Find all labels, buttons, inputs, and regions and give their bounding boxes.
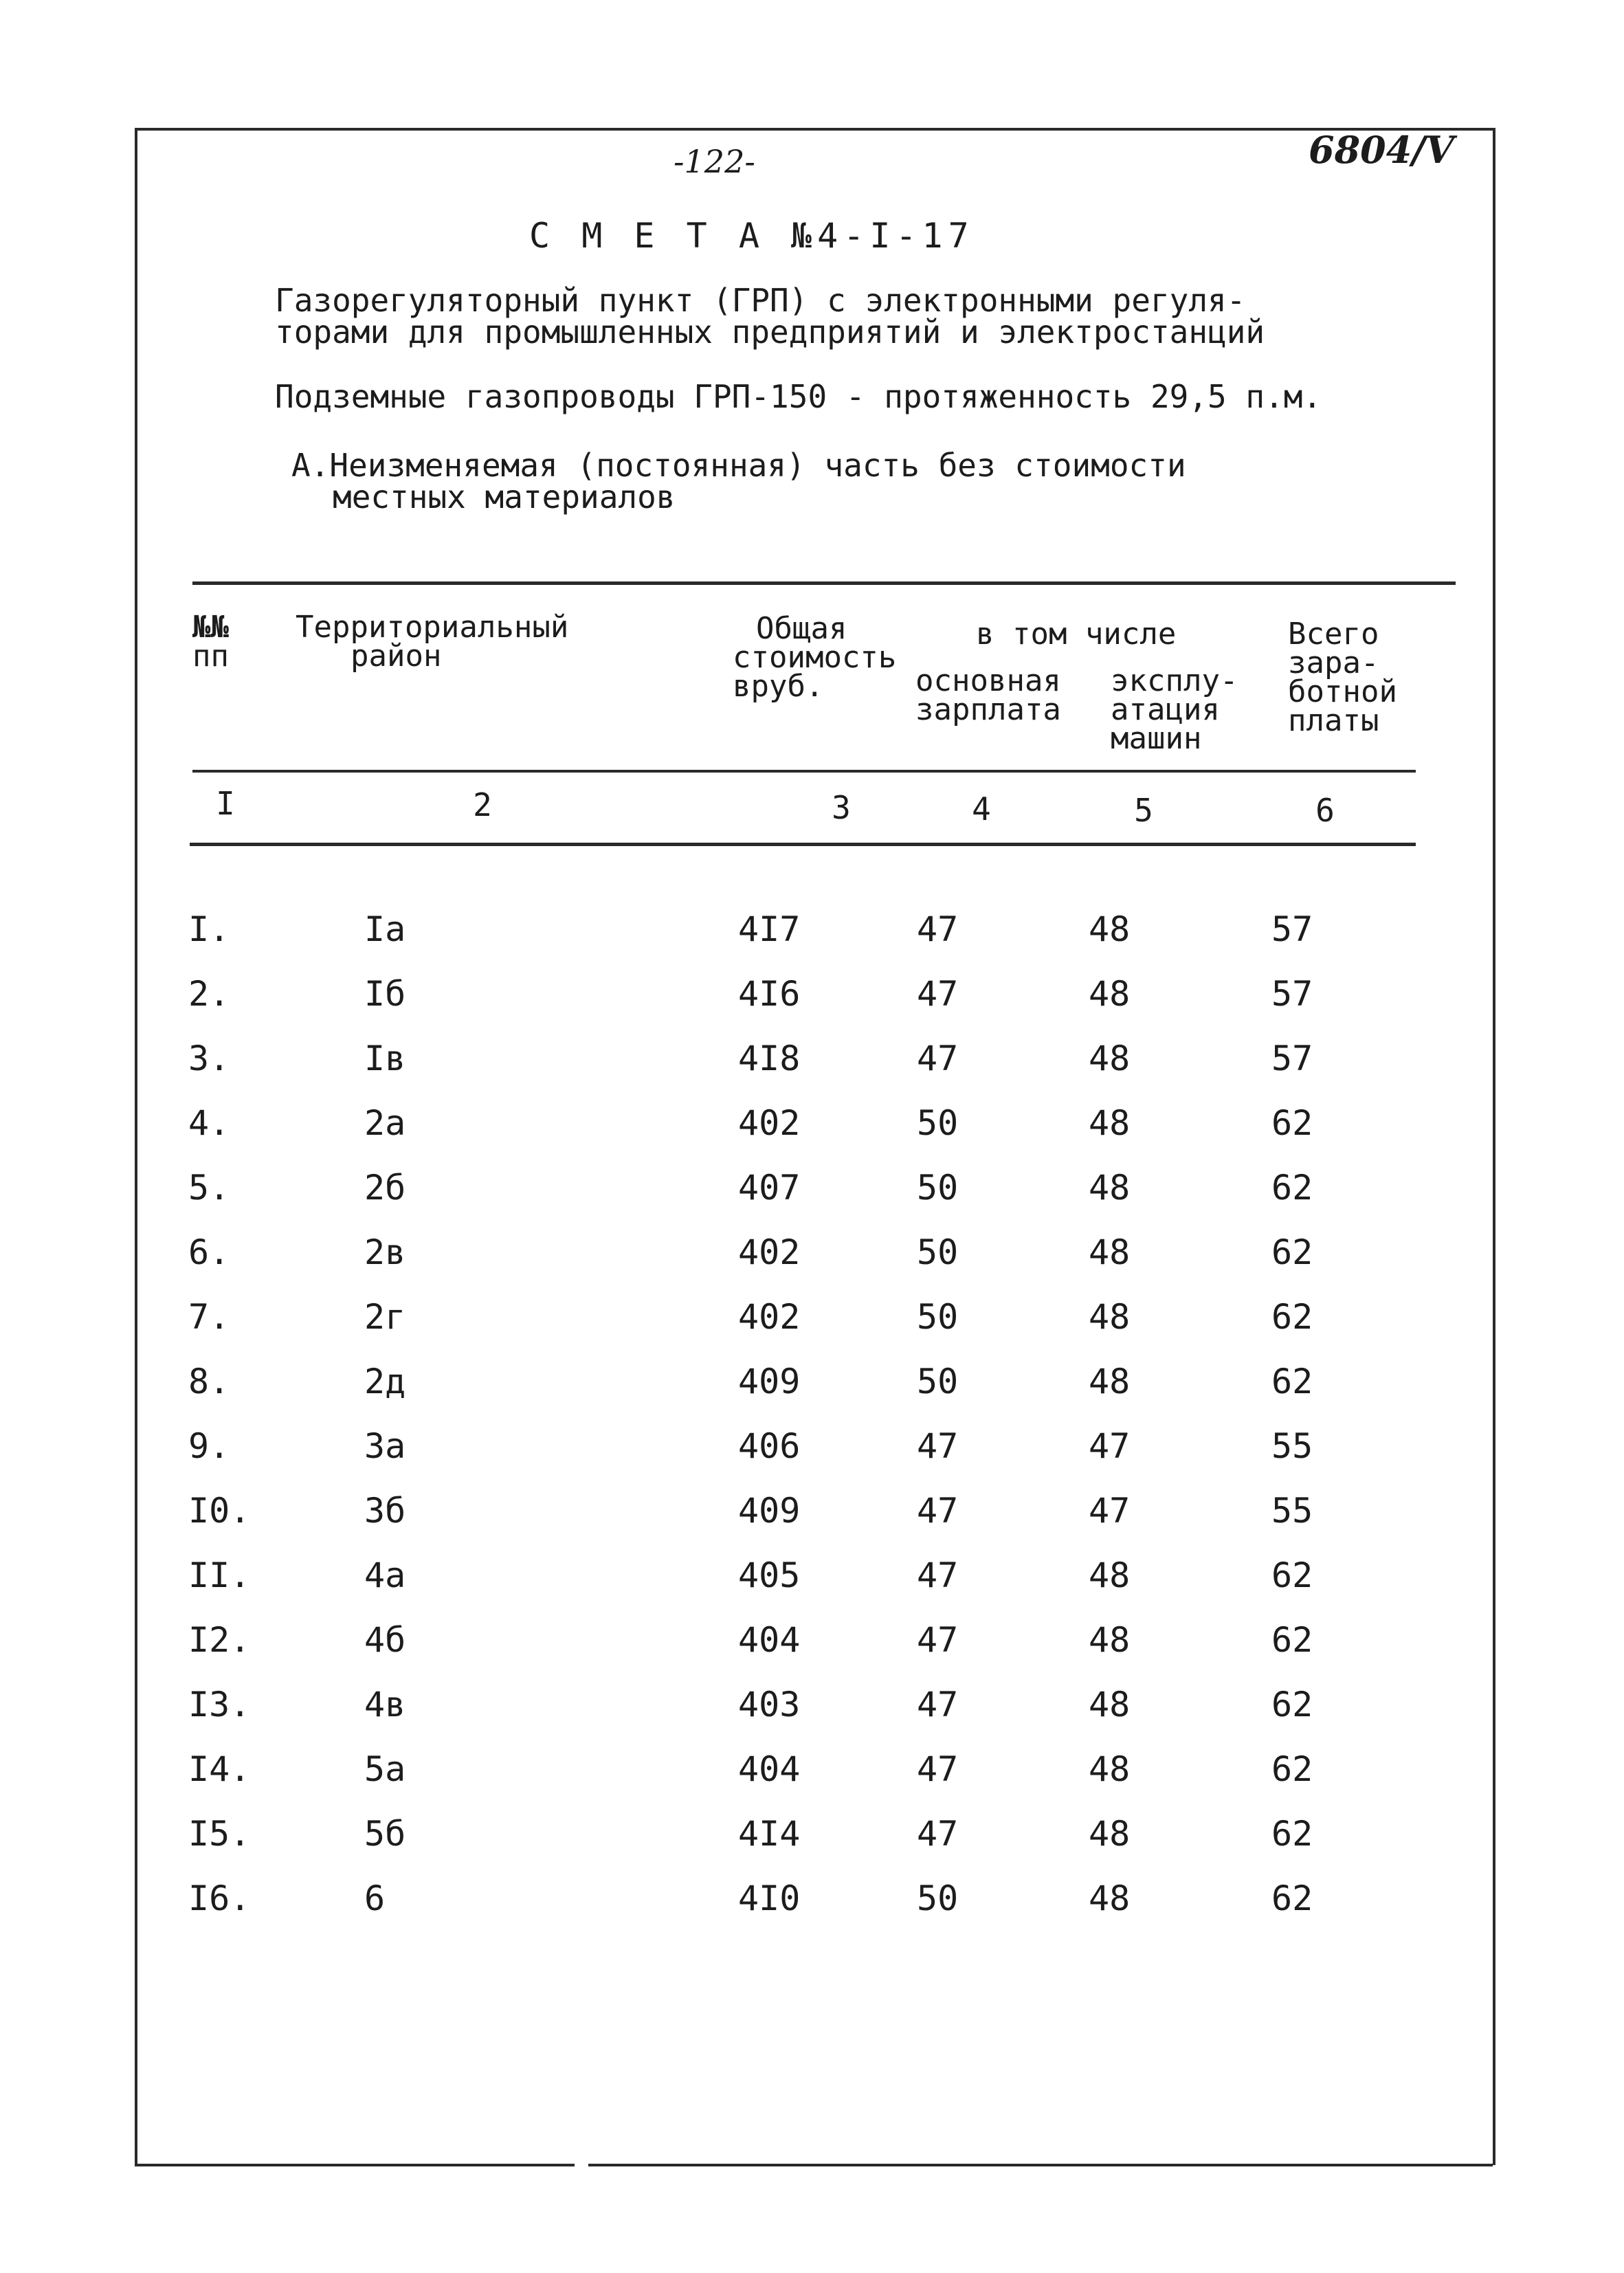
column-number: 4 xyxy=(972,790,991,828)
row-machine-operation: 48 xyxy=(1089,1620,1131,1660)
table-row xyxy=(0,1167,1624,1232)
header-machines-line: машин xyxy=(1111,721,1202,756)
table-row xyxy=(0,1038,1624,1102)
row-region: 5б xyxy=(364,1814,406,1854)
frame-bottom-line xyxy=(588,2164,1493,2166)
document-code: 6804/V xyxy=(1309,128,1454,172)
table-row xyxy=(0,1490,1624,1555)
row-machine-operation: 48 xyxy=(1089,1814,1131,1854)
row-machine-operation: 48 xyxy=(1089,1103,1131,1143)
row-total-cost: 4I8 xyxy=(738,1039,801,1078)
row-number: 6. xyxy=(188,1232,230,1272)
row-number: 7. xyxy=(188,1297,230,1337)
table-row xyxy=(0,1749,1624,1813)
row-region: Iа xyxy=(364,909,406,949)
header-region-line: Территориальный xyxy=(296,610,569,645)
table-top-rule xyxy=(192,581,1456,585)
frame-bottom-line xyxy=(135,2164,575,2166)
header-total xyxy=(733,611,897,704)
row-total-wages: 62 xyxy=(1271,1232,1313,1272)
row-total-wages: 55 xyxy=(1271,1426,1313,1466)
row-base-wage: 50 xyxy=(917,1878,959,1918)
row-base-wage: 47 xyxy=(917,974,959,1014)
row-total-wages: 62 xyxy=(1271,1103,1313,1143)
table-row xyxy=(0,1684,1624,1749)
row-total-wages: 62 xyxy=(1271,1555,1313,1595)
row-region: 6 xyxy=(364,1878,386,1918)
row-region: 5а xyxy=(364,1749,406,1789)
row-region: Iб xyxy=(364,974,406,1014)
subtitle xyxy=(275,282,1265,351)
row-base-wage: 47 xyxy=(917,1555,959,1595)
row-region: 4б xyxy=(364,1620,406,1660)
row-region: 3б xyxy=(364,1491,406,1531)
row-total-wages: 62 xyxy=(1271,1685,1313,1725)
row-base-wage: 47 xyxy=(917,1039,959,1078)
column-number: 3 xyxy=(832,789,851,826)
row-base-wage: 47 xyxy=(917,1620,959,1660)
row-total-cost: 409 xyxy=(738,1362,801,1401)
row-number: II. xyxy=(188,1555,251,1595)
header-all-wages xyxy=(1288,617,1397,738)
row-machine-operation: 48 xyxy=(1089,1297,1131,1337)
row-base-wage: 47 xyxy=(917,909,959,949)
row-total-cost: 405 xyxy=(738,1555,801,1595)
row-machine-operation: 48 xyxy=(1089,909,1131,949)
section-heading xyxy=(291,447,1186,515)
subtitle-line: торами для промышленных предприятий и электростанций xyxy=(275,313,1265,351)
row-total-wages: 57 xyxy=(1271,1039,1313,1078)
row-machine-operation: 48 xyxy=(1089,1555,1131,1595)
row-total-wages: 57 xyxy=(1271,909,1313,949)
header-region-line: район xyxy=(351,639,442,674)
row-machine-operation: 48 xyxy=(1089,1878,1131,1918)
header-wage xyxy=(915,663,1061,727)
row-number: 8. xyxy=(188,1362,230,1401)
row-base-wage: 47 xyxy=(917,1491,959,1531)
row-region: 2б xyxy=(364,1168,406,1208)
column-number-rule xyxy=(190,843,1416,846)
header-including: в том числе xyxy=(976,617,1177,652)
row-region: 4в xyxy=(364,1685,406,1725)
row-total-wages: 62 xyxy=(1271,1814,1313,1854)
row-number: 2. xyxy=(188,974,230,1014)
row-total-wages: 57 xyxy=(1271,974,1313,1014)
row-base-wage: 50 xyxy=(917,1168,959,1208)
header-all-wages-line: Всего xyxy=(1288,617,1379,652)
subtitle-line: Газорегуляторный пункт (ГРП) с электронными регуля- xyxy=(275,282,1246,319)
header-region xyxy=(296,610,569,674)
row-machine-operation: 48 xyxy=(1089,1749,1131,1789)
table-row xyxy=(0,909,1624,973)
section-line: местных материалов xyxy=(333,478,676,515)
header-total-line: Общая xyxy=(756,611,847,646)
column-number: 2 xyxy=(473,786,492,823)
row-total-cost: 407 xyxy=(738,1168,801,1208)
row-base-wage: 50 xyxy=(917,1297,959,1337)
row-number: I2. xyxy=(188,1620,251,1660)
row-machine-operation: 47 xyxy=(1089,1426,1131,1466)
row-total-cost: 402 xyxy=(738,1103,801,1143)
row-region: 2а xyxy=(364,1103,406,1143)
row-machine-operation: 48 xyxy=(1089,1039,1131,1078)
row-base-wage: 47 xyxy=(917,1426,959,1466)
row-base-wage: 47 xyxy=(917,1814,959,1854)
row-region: 2г xyxy=(364,1297,406,1337)
header-num xyxy=(192,610,229,674)
row-base-wage: 50 xyxy=(917,1232,959,1272)
header-wage-line: зарплата xyxy=(915,692,1061,727)
header-total-line: вруб. xyxy=(733,669,824,704)
row-total-cost: 402 xyxy=(738,1297,801,1337)
header-num-line: пп xyxy=(192,639,229,674)
table-row xyxy=(0,973,1624,1038)
row-machine-operation: 48 xyxy=(1089,1362,1131,1401)
row-number: I0. xyxy=(188,1491,251,1531)
header-all-wages-line: ботной xyxy=(1288,674,1397,709)
column-number: 5 xyxy=(1134,792,1153,829)
row-number: 3. xyxy=(188,1039,230,1078)
row-total-wages: 62 xyxy=(1271,1168,1313,1208)
header-machines xyxy=(1111,663,1238,756)
header-num-line: №№ xyxy=(192,610,229,645)
row-number: I6. xyxy=(188,1878,251,1918)
row-number: I3. xyxy=(188,1685,251,1725)
row-base-wage: 47 xyxy=(917,1685,959,1725)
row-total-cost: 404 xyxy=(738,1620,801,1660)
row-total-wages: 62 xyxy=(1271,1297,1313,1337)
row-number: 4. xyxy=(188,1103,230,1143)
header-all-wages-line: зара- xyxy=(1288,645,1379,680)
row-total-wages: 62 xyxy=(1271,1620,1313,1660)
row-total-cost: 4I7 xyxy=(738,909,801,949)
row-machine-operation: 48 xyxy=(1089,1168,1131,1208)
table-row xyxy=(0,1878,1624,1942)
table-row xyxy=(0,1296,1624,1361)
row-total-cost: 4I6 xyxy=(738,974,801,1014)
row-total-wages: 62 xyxy=(1271,1362,1313,1401)
row-total-cost: 409 xyxy=(738,1491,801,1531)
row-total-cost: 403 xyxy=(738,1685,801,1725)
row-total-cost: 402 xyxy=(738,1232,801,1272)
row-total-wages: 62 xyxy=(1271,1749,1313,1789)
row-total-wages: 55 xyxy=(1271,1491,1313,1531)
row-number: 5. xyxy=(188,1168,230,1208)
row-total-cost: 4I0 xyxy=(738,1878,801,1918)
header-all-wages-line: платы xyxy=(1288,703,1379,738)
row-total-wages: 62 xyxy=(1271,1878,1313,1918)
row-machine-operation: 47 xyxy=(1089,1491,1131,1531)
row-number: 9. xyxy=(188,1426,230,1466)
table-row xyxy=(0,1619,1624,1684)
row-region: 2д xyxy=(364,1362,406,1401)
row-region: 3а xyxy=(364,1426,406,1466)
table-row xyxy=(0,1232,1624,1296)
row-number: I. xyxy=(188,909,230,949)
header-machines-line: эксплу- xyxy=(1111,663,1238,698)
row-number: I4. xyxy=(188,1749,251,1789)
header-machines-line: атация xyxy=(1111,692,1220,727)
column-number: I xyxy=(216,785,235,822)
table-row xyxy=(0,1426,1624,1490)
section-line: А.Неизменяемая (постоянная) часть без стоимости xyxy=(291,447,1186,484)
row-base-wage: 47 xyxy=(917,1749,959,1789)
table-row xyxy=(0,1555,1624,1619)
column-number: 6 xyxy=(1315,792,1335,829)
estimate-title: С М Е Т А №4-I-17 xyxy=(529,216,975,256)
table-row xyxy=(0,1361,1624,1426)
row-total-cost: 4I4 xyxy=(738,1814,801,1854)
page-number: -122- xyxy=(674,143,755,180)
row-total-cost: 404 xyxy=(738,1749,801,1789)
row-base-wage: 50 xyxy=(917,1103,959,1143)
row-machine-operation: 48 xyxy=(1089,1232,1131,1272)
row-region: 2в xyxy=(364,1232,406,1272)
table-row xyxy=(0,1102,1624,1167)
row-machine-operation: 48 xyxy=(1089,1685,1131,1725)
header-rule xyxy=(192,770,1416,773)
row-number: I5. xyxy=(188,1814,251,1854)
table-row xyxy=(0,1813,1624,1878)
row-total-cost: 406 xyxy=(738,1426,801,1466)
row-base-wage: 50 xyxy=(917,1362,959,1401)
pipelines-line: Подземные газопроводы ГРП-150 - протяженность 29,5 п.м. xyxy=(275,378,1322,415)
row-region: Iв xyxy=(364,1039,406,1078)
header-wage-line: основная xyxy=(915,663,1061,698)
header-total-line: стоимость xyxy=(733,640,897,675)
row-machine-operation: 48 xyxy=(1089,974,1131,1014)
row-region: 4а xyxy=(364,1555,406,1595)
